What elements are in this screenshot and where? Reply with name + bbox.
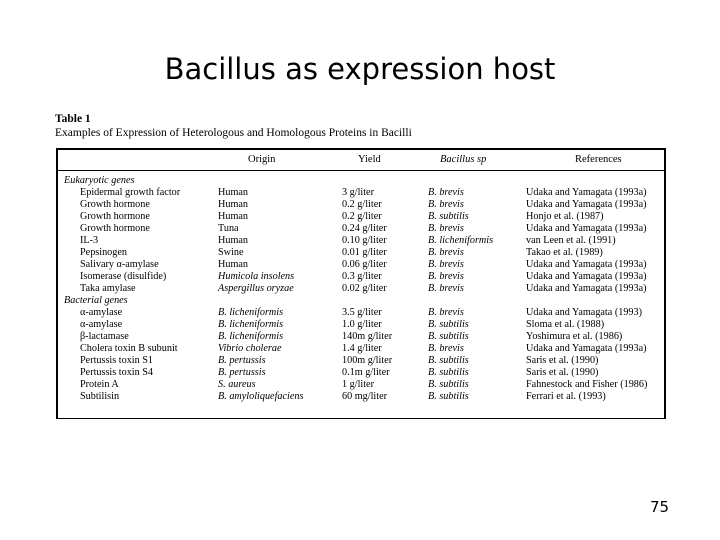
host-cell: B. brevis	[428, 199, 464, 210]
yield-cell: 140m g/liter	[342, 331, 393, 342]
protein-cell: Subtilisin	[80, 391, 120, 402]
header-rule	[58, 170, 664, 171]
origin-cell: B. licheniformis	[218, 319, 284, 330]
host-cell: B. subtilis	[428, 379, 469, 390]
host-cell: B. subtilis	[428, 211, 469, 222]
protein-cell: Growth hormone	[80, 211, 150, 222]
origin-cell: Human	[218, 259, 248, 270]
yield-cell: 0.2 g/liter	[342, 211, 382, 222]
origin-cell: Vibrio cholerae	[218, 343, 282, 354]
origin-cell: Aspergillus oryzae	[218, 283, 294, 294]
yield-cell: 0.01 g/liter	[342, 247, 387, 258]
yield-cell: 0.10 g/liter	[342, 235, 387, 246]
reference-cell: Sloma et al. (1988)	[526, 319, 605, 330]
yield-cell: 100m g/liter	[342, 355, 393, 366]
protein-cell: Salivary α-amylase	[80, 259, 159, 270]
slide-title: Bacillus as expression host	[164, 52, 556, 86]
column-header-origin: Origin	[248, 154, 276, 165]
origin-cell: Human	[218, 211, 248, 222]
origin-cell: B. pertussis	[218, 355, 266, 366]
protein-cell: Epidermal growth factor	[80, 187, 181, 198]
yield-cell: 0.02 g/liter	[342, 283, 387, 294]
column-header-references: References	[575, 154, 622, 165]
reference-cell: Udaka and Yamagata (1993a)	[526, 259, 647, 270]
protein-cell: Pertussis toxin S1	[80, 355, 154, 366]
origin-cell: Human	[218, 187, 248, 198]
category-label: Bacterial genes	[64, 295, 128, 306]
reference-cell: Honjo et al. (1987)	[526, 211, 604, 222]
origin-cell: Human	[218, 199, 248, 210]
page-number: 75	[650, 498, 670, 516]
host-cell: B. subtilis	[428, 319, 469, 330]
reference-cell: Udaka and Yamagata (1993a)	[526, 223, 647, 234]
yield-cell: 0.1m g/liter	[342, 367, 390, 378]
reference-cell: Udaka and Yamagata (1993a)	[526, 343, 647, 354]
host-cell: B. brevis	[428, 247, 464, 258]
table-caption	[55, 112, 412, 140]
reference-cell: Takao et al. (1989)	[526, 247, 603, 258]
yield-cell: 1.4 g/liter	[342, 343, 382, 354]
host-cell: B. subtilis	[428, 367, 469, 378]
yield-cell: 0.2 g/liter	[342, 199, 382, 210]
host-cell: B. brevis	[428, 271, 464, 282]
reference-cell: van Leen et al. (1991)	[526, 235, 616, 246]
protein-cell: Pepsinogen	[80, 247, 127, 258]
host-cell: B. licheniformis	[428, 235, 494, 246]
origin-cell: Humicola insolens	[218, 271, 295, 282]
protein-cell: Growth hormone	[80, 199, 150, 210]
origin-cell: Tuna	[218, 223, 239, 234]
protein-cell: Pertussis toxin S4	[80, 367, 154, 378]
category-label: Eukaryotic genes	[64, 175, 135, 186]
yield-cell: 60 mg/liter	[342, 391, 387, 402]
reference-cell: Yoshimura et al. (1986)	[526, 331, 623, 342]
protein-cell: β-lactamase	[80, 331, 129, 342]
column-header-host: Bacillus sp	[440, 154, 487, 165]
yield-cell: 3.5 g/liter	[342, 307, 382, 318]
table-label: Table 1	[55, 113, 91, 125]
yield-cell: 1 g/liter	[342, 379, 374, 390]
table-caption-text: Examples of Expression of Heterologous and Homologous Proteins in Bacilli	[55, 127, 412, 139]
origin-cell: S. aureus	[218, 379, 256, 390]
yield-cell: 0.3 g/liter	[342, 271, 382, 282]
origin-cell: B. licheniformis	[218, 307, 284, 318]
host-cell: B. subtilis	[428, 355, 469, 366]
yield-cell: 3 g/liter	[342, 187, 374, 198]
yield-cell: 0.06 g/liter	[342, 259, 387, 270]
reference-cell: Udaka and Yamagata (1993a)	[526, 271, 647, 282]
protein-cell: α-amylase	[80, 319, 123, 330]
host-cell: B. brevis	[428, 223, 464, 234]
reference-cell: Saris et al. (1990)	[526, 367, 599, 378]
host-cell: B. brevis	[428, 343, 464, 354]
column-header-yield: Yield	[358, 154, 381, 165]
reference-cell: Udaka and Yamagata (1993)	[526, 307, 642, 318]
protein-cell: Isomerase (disulfide)	[80, 271, 167, 282]
yield-cell: 1.0 g/liter	[342, 319, 382, 330]
host-cell: B. brevis	[428, 259, 464, 270]
origin-cell: B. amyloliquefaciens	[218, 391, 304, 402]
host-cell: B. brevis	[428, 187, 464, 198]
origin-cell: B. pertussis	[218, 367, 266, 378]
reference-cell: Saris et al. (1990)	[526, 355, 599, 366]
protein-cell: Protein A	[80, 379, 119, 390]
protein-cell: Growth hormone	[80, 223, 150, 234]
origin-cell: Swine	[218, 247, 244, 258]
host-cell: B. subtilis	[428, 391, 469, 402]
reference-cell: Udaka and Yamagata (1993a)	[526, 187, 647, 198]
reference-cell: Udaka and Yamagata (1993a)	[526, 283, 647, 294]
origin-cell: Human	[218, 235, 248, 246]
protein-cell: IL-3	[80, 235, 99, 246]
reference-cell: Udaka and Yamagata (1993a)	[526, 199, 647, 210]
host-cell: B. brevis	[428, 307, 464, 318]
reference-cell: Fahnestock and Fisher (1986)	[526, 379, 648, 390]
reference-cell: Ferrari et al. (1993)	[526, 391, 606, 402]
protein-cell: Cholera toxin B subunit	[80, 343, 178, 354]
host-cell: B. brevis	[428, 283, 464, 294]
yield-cell: 0.24 g/liter	[342, 223, 387, 234]
host-cell: B. subtilis	[428, 331, 469, 342]
protein-cell: α-amylase	[80, 307, 123, 318]
origin-cell: B. licheniformis	[218, 331, 284, 342]
protein-cell: Taka amylase	[80, 283, 136, 294]
